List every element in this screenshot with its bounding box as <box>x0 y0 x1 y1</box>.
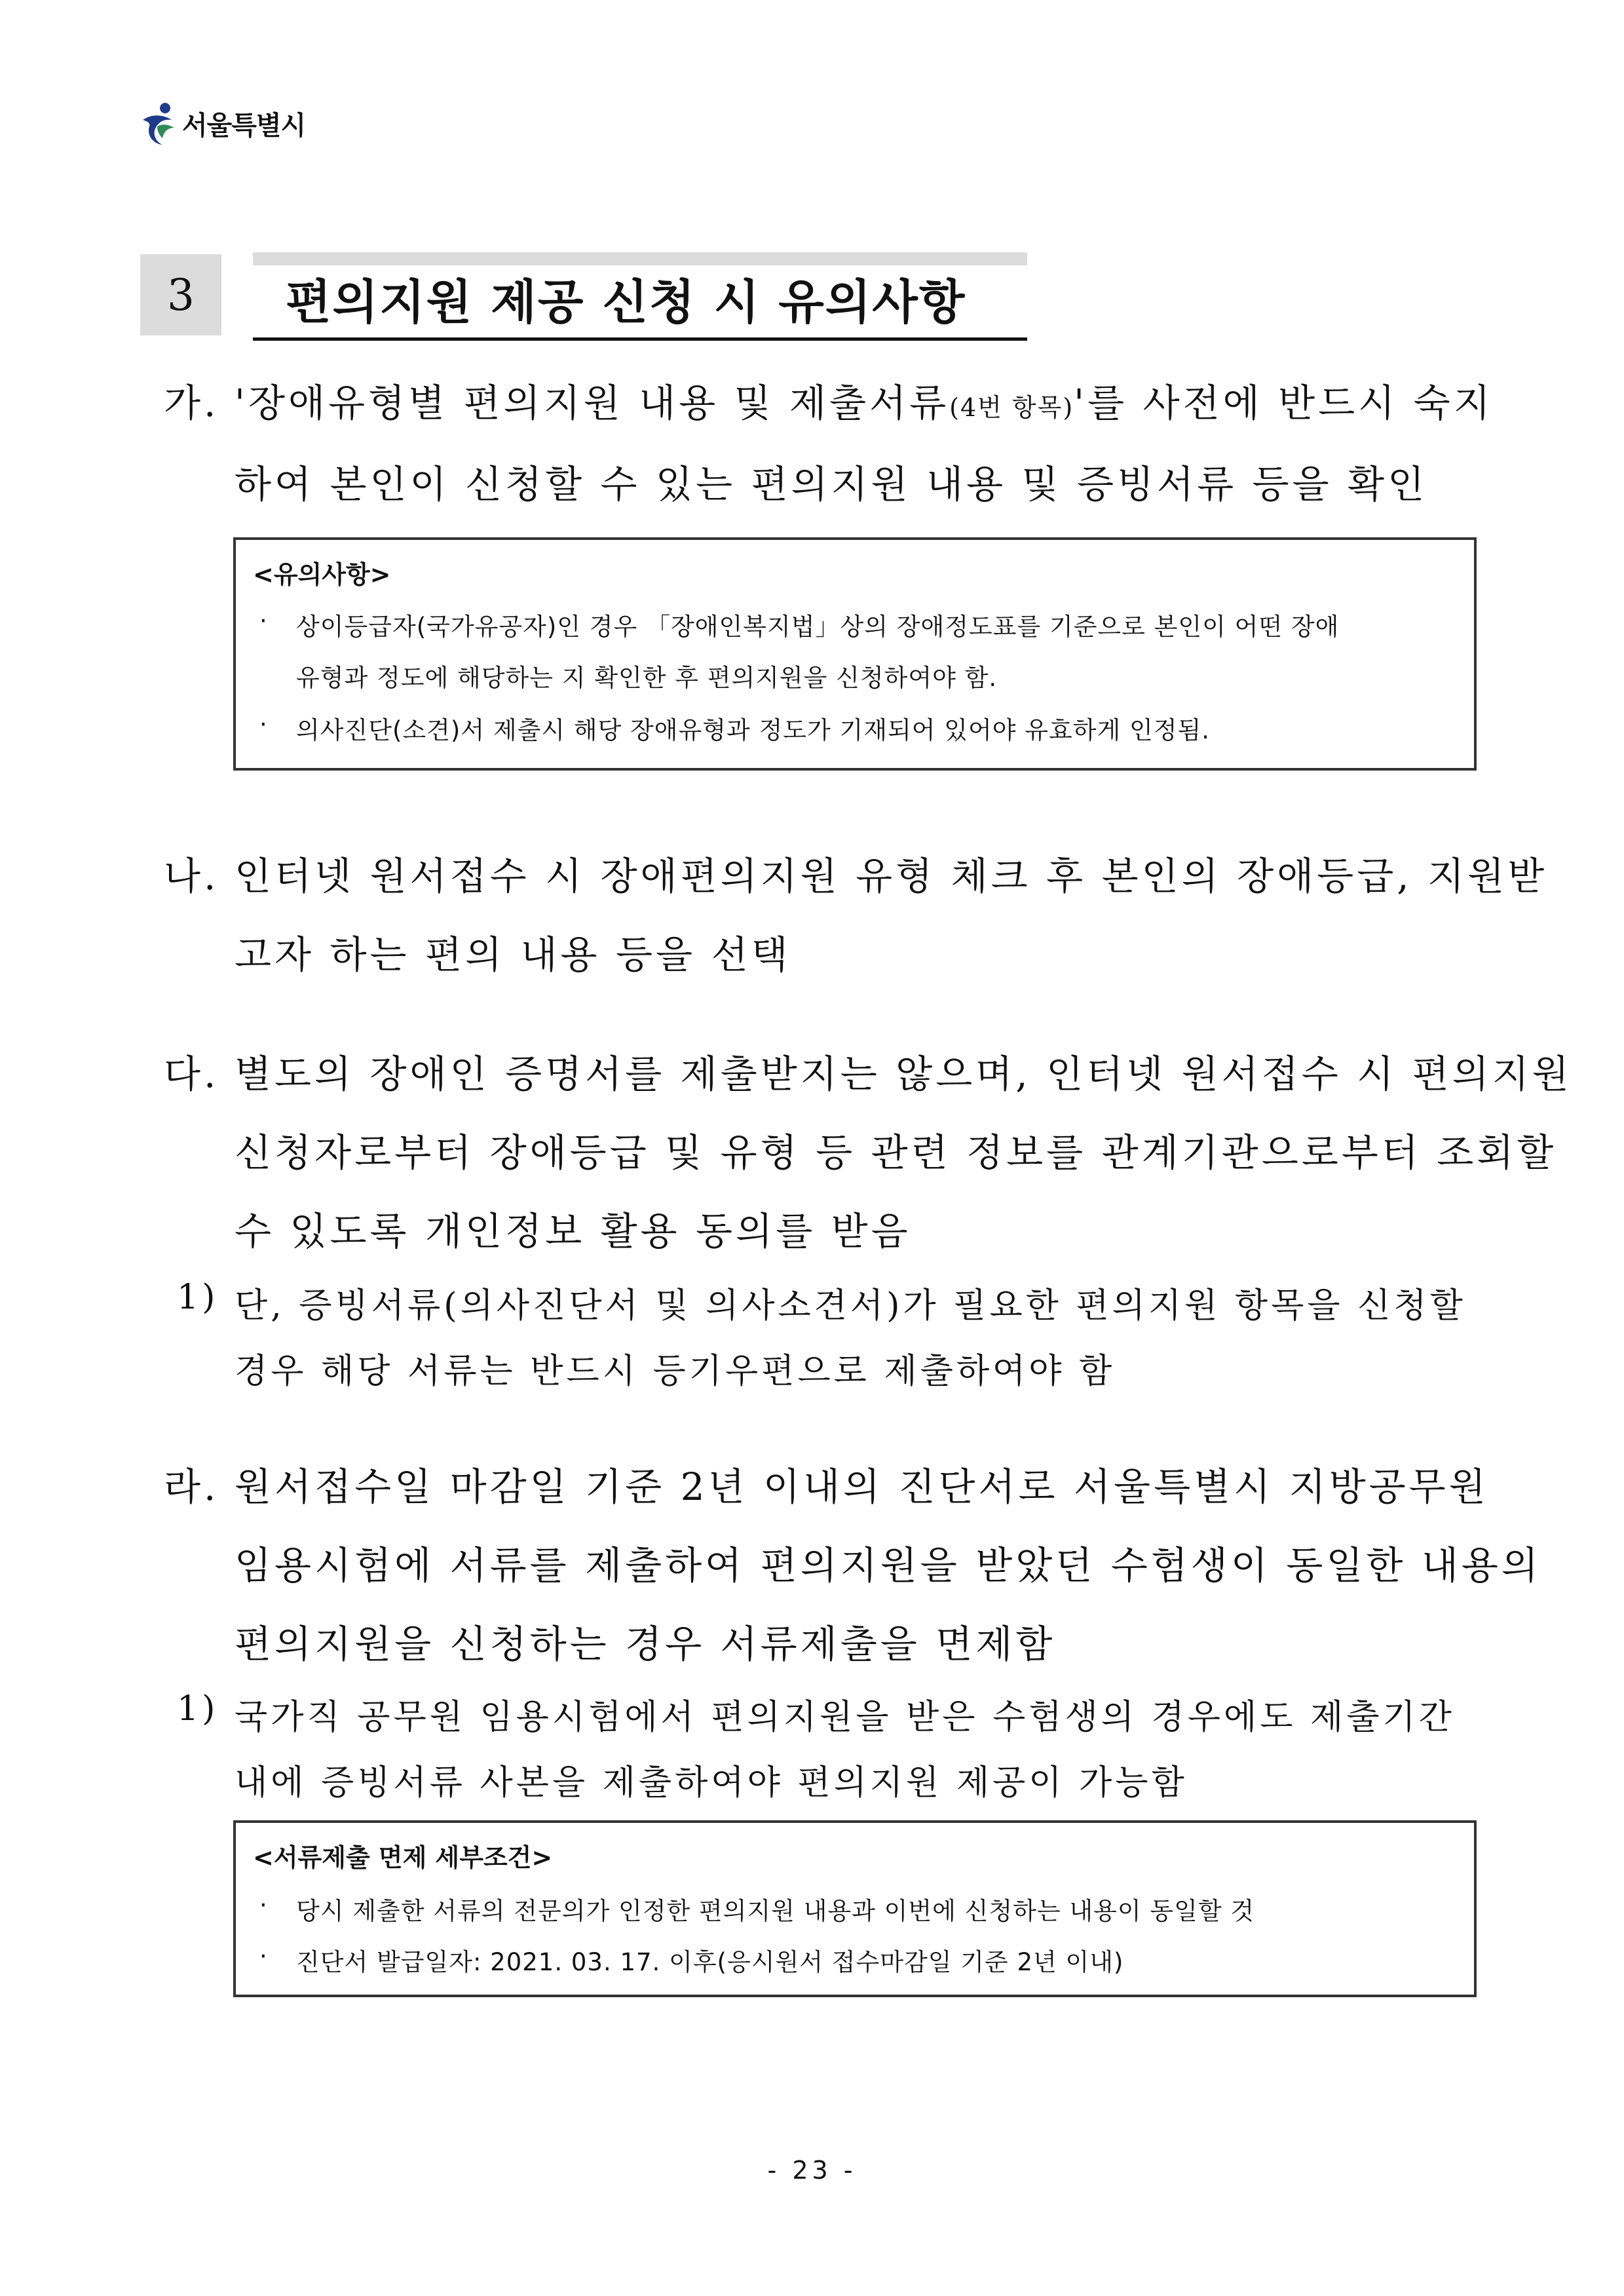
notice-box-title: <유의사항> <box>253 560 391 589</box>
exemption-item-1: 당시 제출한 서류의 전문의가 인정한 편의지원 내용과 이번에 신청하는 내용이 동일할 것 <box>296 1897 1255 1925</box>
item-da-sub-line1: 단, 증빙서류(의사진단서 및 의사소견서)가 필요한 편의지원 항목을 신청할 <box>235 1286 1466 1326</box>
item-ra-sub-marker: 1) <box>177 1689 219 1729</box>
item-ra-line1: 원서접수일 마감일 기준 2년 이내의 진단서로 서울특별시 지방공무원 <box>235 1464 1489 1509</box>
item-da-line2: 신청자로부터 장애등급 및 유형 등 관련 정보를 관계기관으로부터 조회할 <box>235 1130 1557 1175</box>
notice-box <box>233 537 1477 771</box>
exemption-item-2: 진단서 발급일자: 2021. 03. 17. 이후(응시원서 접수마감일 기준 2년 이내) <box>296 1948 1124 1976</box>
logo-text: 서울특별시 <box>182 110 306 141</box>
item-da-line3: 수 있도록 개인정보 활용 동의를 받음 <box>235 1209 911 1253</box>
item-da-marker: 다. <box>164 1052 219 1096</box>
item-na-line2: 고자 하는 편의 내용 등을 선택 <box>235 932 791 977</box>
section-title: 편의지원 제공 신청 시 유의사항 <box>286 275 966 330</box>
item-ra-marker: 라. <box>164 1464 219 1509</box>
exemption-bullet-2: · <box>259 1942 268 1970</box>
seoul-logo <box>138 97 305 149</box>
item-ga-line1-a: '장애유형별 편의지원 내용 및 제출서류 <box>235 381 950 425</box>
item-da-sub-marker: 1) <box>177 1278 219 1317</box>
notice-bullet-2: · <box>259 710 268 738</box>
page-number: - 23 - <box>767 2156 857 2185</box>
exemption-box <box>233 1820 1477 1997</box>
item-ra-line2: 임용시험에 서류를 제출하여 편의지원을 받았던 수험생이 동일한 내용의 <box>235 1543 1541 1588</box>
item-ga-line1-small: (4번 항목) <box>949 393 1074 422</box>
exemption-bullet-1: · <box>259 1891 268 1919</box>
item-ra-sub-line1: 국가직 공무원 임용시험에서 편의지원을 받은 수험생의 경우에도 제출기간 <box>235 1698 1455 1737</box>
exemption-box-title: <서류제출 면제 세부조건> <box>253 1843 553 1872</box>
notice-item-1-line1: 상이등급자(국가유공자)인 경우 「장애인복지법」상의 장애정도표를 기준으로 본인이 어떤 장애 <box>296 613 1340 641</box>
item-da-sub-line2: 경우 해당 서류는 반드시 등기우편으로 제출하여야 함 <box>235 1352 1116 1391</box>
item-na-line1: 인터넷 원서접수 시 장애편의지원 유형 체크 후 본인의 장애등급, 지원받 <box>235 854 1548 898</box>
section-heading-underline <box>253 337 1027 341</box>
item-ga-line1-b: '를 사전에 반드시 숙지 <box>1074 381 1494 425</box>
item-ra-line3: 편의지원을 신청하는 경우 서류제출을 면제함 <box>235 1622 1056 1666</box>
notice-bullet-1: · <box>259 607 268 635</box>
section-heading <box>253 252 1027 341</box>
section-number: 3 <box>140 254 221 335</box>
item-ga-line2: 하여 본인이 신청할 수 있는 편의지원 내용 및 증빙서류 등을 확인 <box>235 462 1428 507</box>
seoul-logo-icon <box>138 100 179 146</box>
item-ga-marker: 가. <box>164 381 219 425</box>
item-na-marker: 나. <box>164 854 219 898</box>
item-da-line1: 별도의 장애인 증명서를 제출받지는 않으며, 인터넷 원서접수 시 편의지원 <box>235 1052 1572 1096</box>
item-ra-sub-line2: 내에 증빙서류 사본을 제출하여야 편의지원 제공이 가능함 <box>235 1763 1188 1803</box>
item-ga-line1 <box>235 372 1494 427</box>
notice-item-2: 의사진단(소견)서 제출시 해당 장애유형과 정도가 기재되어 있어야 유효하게 인정됨. <box>296 716 1210 744</box>
section-heading-bar <box>253 252 1027 265</box>
notice-item-1-line2: 유형과 정도에 해당하는 지 확인한 후 편의지원을 신청하여야 함. <box>296 664 998 692</box>
